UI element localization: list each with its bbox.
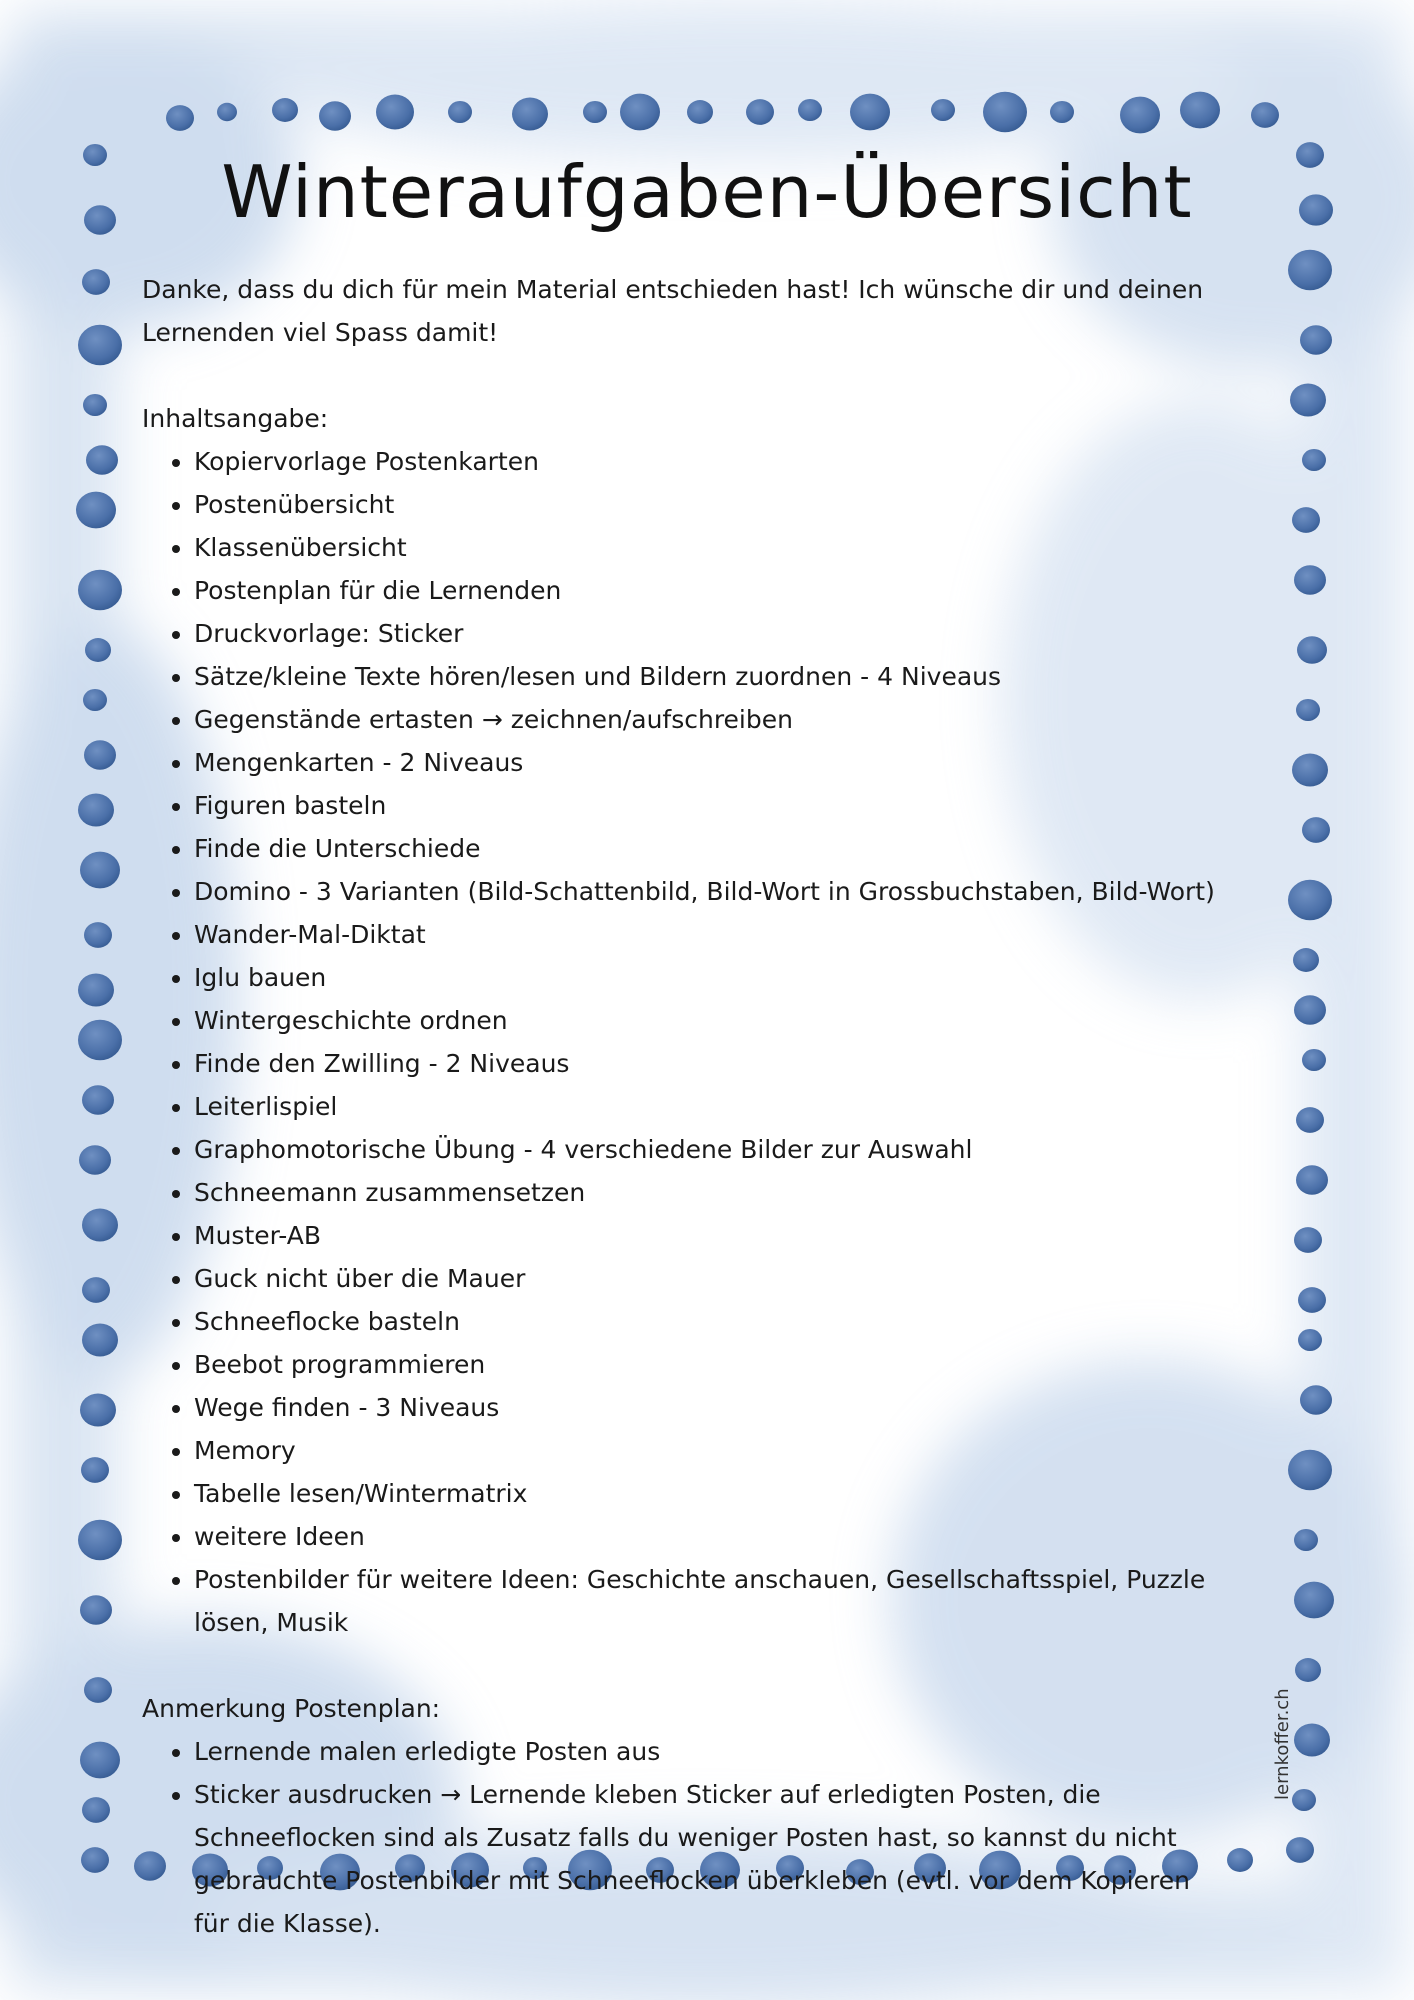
border-dot: [85, 638, 111, 662]
content-body: [142, 268, 1232, 1945]
border-dot: [78, 973, 114, 1006]
border-dot: [79, 1145, 111, 1174]
border-dot: [1300, 325, 1332, 354]
contents-item: • Finde die Unterschiede: [194, 827, 1232, 870]
border-dot: [1292, 753, 1328, 786]
notes-item: • Lernende malen erledigte Posten aus: [194, 1730, 1232, 1773]
border-dot: [1298, 1329, 1322, 1351]
border-dot: [448, 101, 472, 123]
border-dot: [798, 99, 822, 121]
intro-text: Danke, dass du dich für mein Material entschieden hast! Ich wünsche dir und deinen Lernenden viel Spass damit!: [142, 275, 1204, 347]
contents-item: • Druckvorlage: Sticker: [194, 612, 1232, 655]
border-dot: [1295, 1658, 1321, 1682]
border-dot: [1293, 948, 1319, 972]
border-dot: [1302, 817, 1330, 843]
contents-item: • Muster-AB: [194, 1214, 1232, 1257]
border-dot: [84, 740, 116, 769]
contents-item: • Graphomotorische Übung - 4 verschiedene Bilder zur Auswahl: [194, 1128, 1232, 1171]
border-dot: [217, 103, 237, 121]
contents-item: • Wander-Mal-Diktat: [194, 913, 1232, 956]
border-dot: [84, 1677, 112, 1703]
border-dot: [81, 1847, 109, 1873]
contents-item: • Wege finden - 3 Niveaus: [194, 1386, 1232, 1429]
contents-item: • Sätze/kleine Texte hören/lesen und Bildern zuordnen - 4 Niveaus: [194, 655, 1232, 698]
border-dot: [82, 1323, 118, 1356]
contents-item: • Schneemann zusammensetzen: [194, 1171, 1232, 1214]
border-dot: [78, 570, 122, 610]
border-dot: [376, 95, 414, 130]
contents-item: • Finde den Zwilling - 2 Niveaus: [194, 1042, 1232, 1085]
border-dot: [82, 269, 110, 295]
border-dot: [83, 689, 107, 711]
border-dot: [1294, 1529, 1318, 1551]
border-dot: [80, 1742, 120, 1779]
border-dot: [78, 1020, 122, 1060]
contents-item: • Wintergeschichte ordnen: [194, 999, 1232, 1042]
border-dot: [81, 1457, 109, 1483]
border-dot: [78, 325, 122, 365]
border-dot: [1298, 1287, 1326, 1313]
border-dot: [78, 793, 114, 826]
border-dot: [1296, 1165, 1328, 1194]
border-dot: [1294, 1582, 1334, 1619]
contents-item: • Guck nicht über die Mauer: [194, 1257, 1232, 1300]
border-dot: [1292, 1789, 1316, 1811]
border-dot: [1050, 101, 1074, 123]
border-dot: [82, 1277, 110, 1303]
border-dot: [850, 94, 890, 131]
notes-heading: Anmerkung Postenplan:: [142, 1694, 441, 1723]
border-dot: [1296, 699, 1320, 721]
notes-item: • Sticker ausdrucken → Lernende kleben Sticker auf erledigten Posten, die Schneeflocken sind als Zusatz falls du weniger Posten hast, so kannst du nicht gebrauchte Postenbilder mit Schneeflocken überkleben (evtl. vor dem Kopieren für die Klasse).: [194, 1773, 1232, 1945]
contents-item: • Iglu bauen: [194, 956, 1232, 999]
border-dot: [1296, 1107, 1324, 1133]
border-dot: [1294, 1227, 1322, 1253]
border-dot: [512, 97, 548, 130]
border-dot: [166, 105, 194, 131]
border-dot: [1288, 1450, 1332, 1490]
border-dot: [620, 94, 660, 131]
contents-item: • Beebot programmieren: [194, 1343, 1232, 1386]
border-dot: [1300, 1385, 1332, 1414]
border-dot: [83, 394, 107, 416]
border-dot: [931, 99, 955, 121]
border-dot: [983, 92, 1027, 132]
border-dot: [1297, 636, 1327, 664]
contents-item: • Tabelle lesen/Wintermatrix: [194, 1472, 1232, 1515]
border-dot: [1288, 250, 1332, 290]
contents-list: [142, 440, 1232, 1644]
border-dot: [82, 1085, 114, 1114]
contents-heading: Inhaltsangabe:: [142, 404, 329, 433]
contents-item: • Postenbilder für weitere Ideen: Geschichte anschauen, Gesellschaftsspiel, Puzzle lösen, Musik: [194, 1558, 1232, 1644]
border-dot: [80, 1595, 112, 1624]
credit-text: lernkoffer.ch: [1272, 1688, 1293, 1800]
contents-item: • Postenplan für die Lernenden: [194, 569, 1232, 612]
contents-item: • weitere Ideen: [194, 1515, 1232, 1558]
page-title: Winteraufgaben-Übersicht: [221, 150, 1193, 234]
border-dot: [687, 100, 713, 124]
border-dot: [1294, 1723, 1330, 1756]
border-dot: [82, 1208, 118, 1241]
border-dot: [80, 852, 120, 889]
border-dot: [1302, 449, 1326, 471]
border-dot: [746, 99, 774, 125]
border-dot: [1294, 995, 1326, 1024]
border-dot: [76, 492, 116, 529]
border-dot: [1292, 507, 1320, 533]
contents-item: • Memory: [194, 1429, 1232, 1472]
border-dot: [80, 1393, 116, 1426]
border-dot: [84, 922, 112, 948]
border-dot: [82, 1797, 110, 1823]
border-dot: [86, 445, 118, 474]
border-dot: [583, 101, 607, 123]
border-dot: [1251, 102, 1279, 128]
contents-item: • Klassenübersicht: [194, 526, 1232, 569]
border-dot: [1290, 383, 1326, 416]
contents-item: • Figuren basteln: [194, 784, 1232, 827]
contents-item: • Mengenkarten - 2 Niveaus: [194, 741, 1232, 784]
contents-item: • Kopiervorlage Postenkarten: [194, 440, 1232, 483]
border-dot: [1120, 97, 1160, 134]
border-dot: [1294, 565, 1326, 594]
border-dot: [272, 98, 298, 122]
contents-item: • Domino - 3 Varianten (Bild-Schattenbild, Bild-Wort in Grossbuchstaben, Bild-Wort): [194, 870, 1232, 913]
border-dot: [1180, 92, 1220, 129]
contents-item: • Schneeflocke basteln: [194, 1300, 1232, 1343]
border-dot: [1302, 1049, 1326, 1071]
border-dot: [1286, 1837, 1314, 1863]
contents-item: • Postenübersicht: [194, 483, 1232, 526]
contents-item: • Gegenstände ertasten → zeichnen/aufschreiben: [194, 698, 1232, 741]
border-dot: [78, 1520, 122, 1560]
border-dot: [1288, 880, 1332, 920]
notes-list: [142, 1730, 1232, 1945]
contents-item: • Leiterlispiel: [194, 1085, 1232, 1128]
border-dot: [319, 101, 351, 130]
